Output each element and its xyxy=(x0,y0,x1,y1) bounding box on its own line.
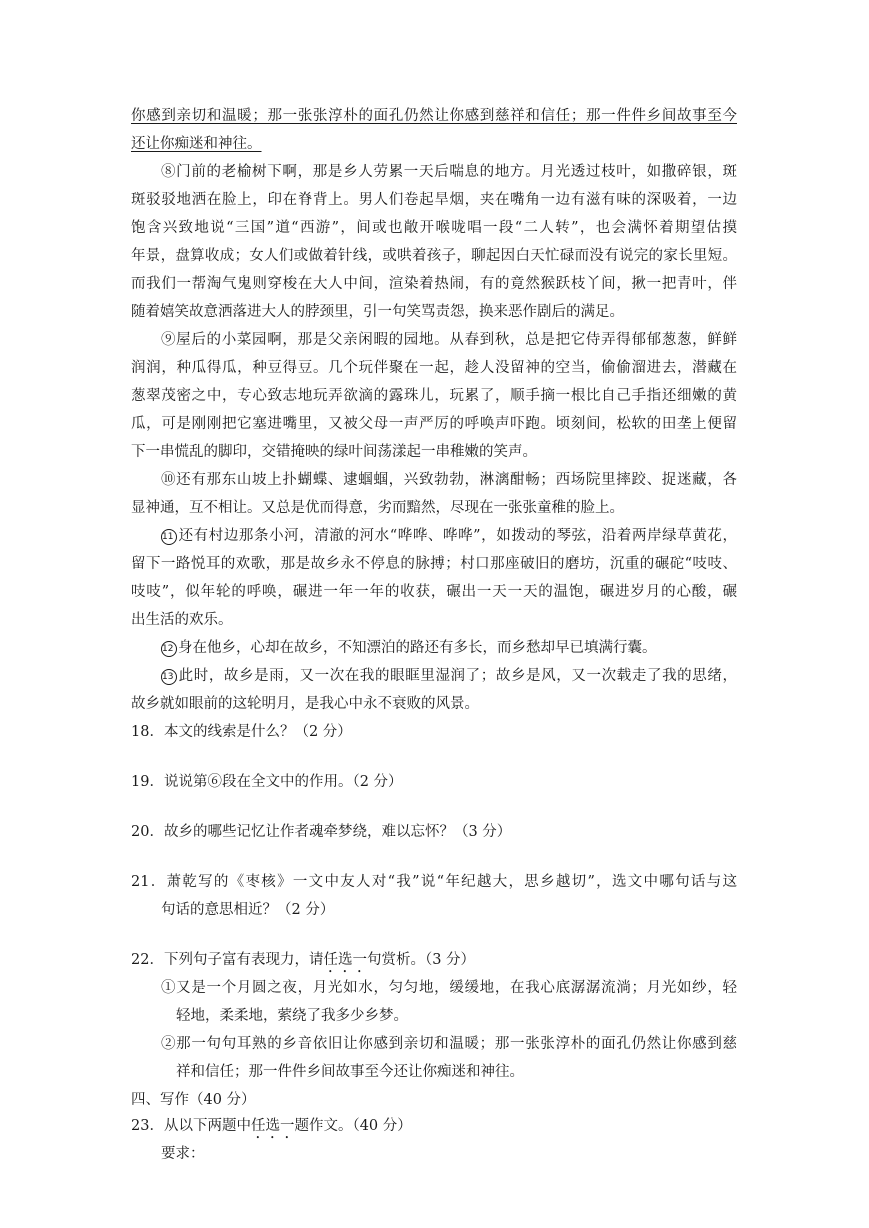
paragraph-12-text: 身在他乡，心却在故乡，不知漂泊的路还有多长，而乡愁却早已填满行囊。 xyxy=(178,640,657,656)
paragraph-13-line: 故乡就如眼前的这轮明月，是我心中永不衰败的风景。 xyxy=(131,696,479,712)
section-4-heading: 四、写作（40 分） xyxy=(131,1092,256,1108)
paragraph-9-line: 润润，种瓜得瓜，种豆得豆。几个玩伴聚在一起，趁人没留神的空当，偷偷溜进去，潜藏在 xyxy=(131,360,737,376)
paragraph-9-line: ⑨屋后的小菜园啊，那是父亲闲暇的园地。从春到秋，总是把它侍弄得郁郁葱葱，鲜鲜 xyxy=(161,332,737,348)
question-23-text: 23．从以下两题中 xyxy=(131,1118,251,1134)
paragraph-number-12: 12 xyxy=(161,641,177,657)
paragraph-12-line xyxy=(161,638,737,658)
emphasis-choose-one: 任选一 xyxy=(323,952,367,968)
paragraph-11-line: 吱吱”，似年轮的呼唤，碾进一年一年的收获，碾出一天一天的温饱，碾进岁月的心酸，碾 xyxy=(131,584,737,600)
paragraph-10-line: ⑩还有那东山坡上扑蝴蝶、逮蝈蝈，兴致勃勃，淋漓酣畅；西场院里摔跤、捉迷藏，各 xyxy=(161,472,737,488)
question-22-option-1-line-2: 轻地，柔柔地，萦绕了我多少乡梦。 xyxy=(176,1008,408,1024)
requirements-label: 要求： xyxy=(161,1146,205,1162)
paragraph-8-line: 随着嬉笑故意洒落进大人的脖颈里，引一句笑骂责怨，换来恶作剧后的满足。 xyxy=(131,304,624,320)
question-23-text-end: 题作文。（40 分） xyxy=(294,1118,412,1134)
passage-intro-text: 还让你痴迷和神往。 xyxy=(131,136,262,152)
emphasis-choose-one: 任选一 xyxy=(250,1118,295,1134)
question-21-line-2: 句话的意思相近？（2 分） xyxy=(161,902,335,918)
paragraph-11-text: 还有村边那条小河，清澈的河水“哗哗、哗哗”，如拨动的琴弦，沿着两岸绿草黄花， xyxy=(178,528,737,544)
passage-intro-line-1: 你感到亲切和温暖；那一张张淳朴的面孔仍然让你感到慈祥和信任；那一件件乡间故事至今 xyxy=(131,108,737,124)
paragraph-9-line: 瓜，可是刚刚把它塞进嘴里，又被父母一声严厉的呼唤声吓跑。顷刻间，松软的田垄上便留 xyxy=(131,416,737,432)
paragraph-8-line: ⑧门前的老榆树下啊，那是乡人劳累一天后喘息的地方。月光透过枝叶，如撒碎银，斑 xyxy=(161,164,737,180)
paragraph-8-line: 而我们一帮淘气鬼则穿梭在大人中间，渲染着热闹，有的竟然猴跃枝丫间，揪一把青叶，伴 xyxy=(131,276,737,292)
paragraph-11-line xyxy=(161,526,737,546)
question-18: 18．本文的线索是什么？（2 分） xyxy=(131,724,352,740)
paragraph-number-13: 13 xyxy=(161,669,177,685)
paragraph-9-line: 下一串慌乱的脚印，交错掩映的绿叶间荡漾起一串稚嫩的笑声。 xyxy=(131,444,537,460)
paragraph-11-line: 留下一路悦耳的欢歌，那是故乡永不停息的脉搏；村口那座破旧的磨坊，沉重的碾砣“吱吱、 xyxy=(131,556,737,572)
question-19: 19．说说第⑥段在全文中的作用。（2 分） xyxy=(131,774,403,790)
paragraph-13-text: 此时，故乡是雨，又一次在我的眼眶里湿润了；故乡是风，又一次载走了我的思绪， xyxy=(178,668,737,684)
question-23 xyxy=(131,1116,737,1142)
question-22-text: 22．下列句子富有表现力，请 xyxy=(131,952,324,968)
paragraph-9-line: 葱翠茂密之中，专心致志地玩弄欲滴的露珠儿，玩累了，顺手摘一根比自己手指还细嫩的黄 xyxy=(131,388,737,404)
question-21-line-1: 21．萧乾写的《枣核》一文中友人对“我”说“年纪越大，思乡越切”，选文中哪句话与这 xyxy=(131,874,737,890)
paragraph-8-line: 年景，盘算收成；女人们或做着针线，或哄着孩子，聊起因白天忙碌而没有说完的家长里短。 xyxy=(131,248,737,264)
paragraph-8-line: 斑驳驳地洒在脸上，印在脊背上。男人们卷起旱烟，夹在嘴角一边有滋有味的深吸着，一边 xyxy=(131,192,737,208)
question-22-option-1-line-1: ①又是一个月圆之夜，月光如水，匀匀地，缓缓地，在我心底潺潺流淌；月光如纱，轻 xyxy=(161,980,737,996)
question-20: 20．故乡的哪些记忆让作者魂牵梦绕，难以忘怀？（3 分） xyxy=(131,824,512,840)
question-22 xyxy=(131,950,737,976)
paragraph-10-line: 显神通，互不相让。又总是优而得意，劣而黯然，尽现在一张张童稚的脸上。 xyxy=(131,500,624,516)
question-22-option-2-line-2: 祥和信任；那一件件乡间故事至今还让你痴迷和神往。 xyxy=(176,1064,524,1080)
paragraph-number-11: 11 xyxy=(161,529,177,545)
paragraph-13-line xyxy=(161,666,737,686)
question-22-text-end: 句赏析。（3 分） xyxy=(366,952,476,968)
passage-intro-line-2 xyxy=(131,134,737,154)
paragraph-11-line: 出生活的欢乐。 xyxy=(131,612,233,628)
paragraph-8-line: 饱含兴致地说“三国”道“西游”，间或也敞开喉咙唱一段“二人转”，也会满怀着期望估摸 xyxy=(131,220,737,236)
question-22-option-2-line-1: ②那一句句耳熟的乡音依旧让你感到亲切和温暖；那一张张淳朴的面孔仍然让你感到慈 xyxy=(161,1036,737,1052)
